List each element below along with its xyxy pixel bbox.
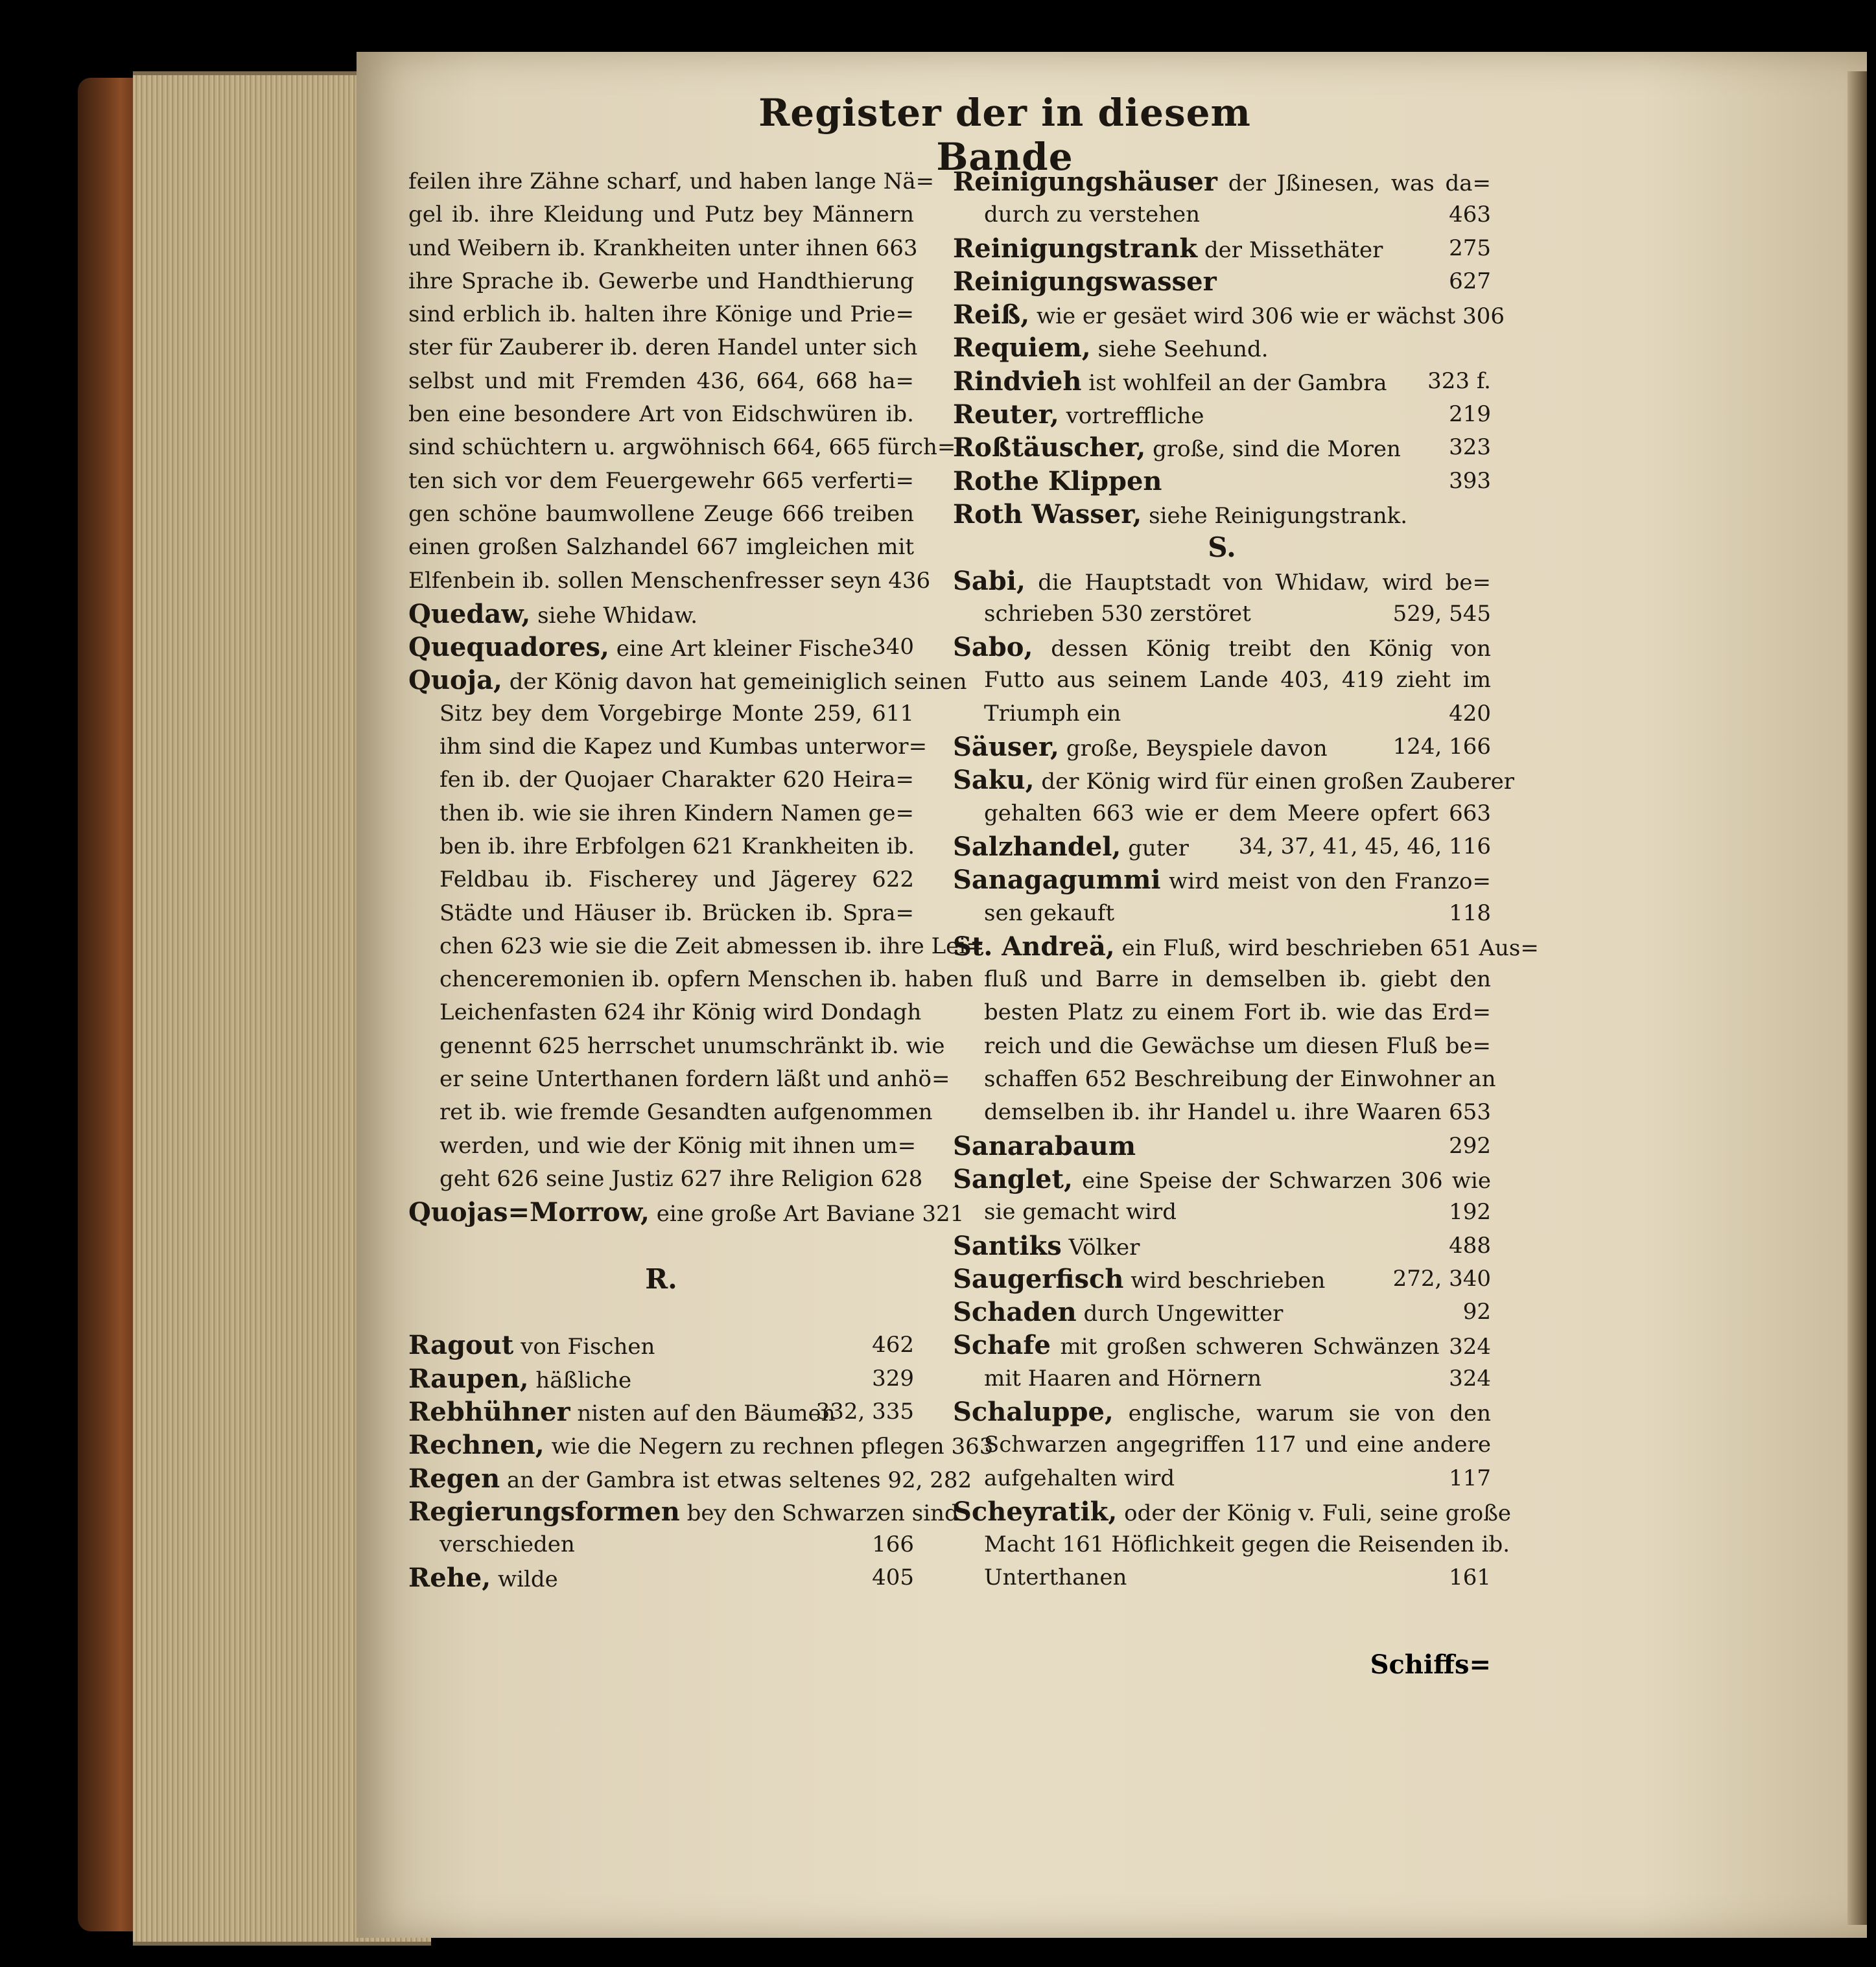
- index-line: [953, 598, 1491, 631]
- page-reference: 323: [1449, 434, 1491, 461]
- index-text: der König davon hat gemeiniglich seinen: [502, 669, 967, 695]
- index-line: [408, 631, 914, 664]
- index-keyword: Rebhühner: [408, 1396, 570, 1427]
- index-line: [953, 897, 1491, 930]
- index-text: ihre Sprache ib. Gewerbe und Handthierung: [408, 268, 914, 294]
- index-text: an der Gambra ist etwas seltenes 92, 282: [500, 1467, 972, 1493]
- page-reference: 272, 340: [1392, 1265, 1491, 1292]
- page-reference: 488: [1449, 1232, 1491, 1259]
- index-text: wilde: [491, 1566, 558, 1593]
- index-keyword: Roßtäuscher,: [953, 432, 1146, 463]
- index-line: [953, 265, 1491, 298]
- index-line: [408, 232, 918, 265]
- index-line: [953, 331, 1491, 364]
- index-text: chenceremonien ib. opfern Menschen ib. haben: [440, 966, 974, 993]
- index-text: schaffen 652 Beschreibung der Einwohner an: [984, 1066, 1496, 1093]
- index-line: [408, 1528, 914, 1561]
- index-line: [953, 465, 1491, 498]
- index-line: [953, 1428, 1491, 1461]
- page-reference: 463: [1449, 202, 1491, 228]
- index-keyword: Schafe: [953, 1330, 1051, 1361]
- index-keyword: Sabo,: [953, 632, 1033, 663]
- index-line: [953, 232, 1491, 265]
- index-keyword: Schaden: [953, 1297, 1077, 1328]
- index-line: [953, 365, 1491, 398]
- index-keyword: Raupen,: [408, 1363, 529, 1394]
- index-keyword: Sanglet,: [953, 1163, 1073, 1194]
- index-keyword: Regen: [408, 1463, 500, 1494]
- index-line: [408, 498, 914, 531]
- index-text: die Hauptstadt von Whidaw, wird be=: [1025, 569, 1491, 596]
- page-reference: 166: [872, 1531, 914, 1558]
- index-keyword: Rechnen,: [408, 1430, 545, 1461]
- catchword: Schiffs=: [1370, 1649, 1491, 1680]
- index-line: [953, 498, 1491, 531]
- index-line: [408, 1561, 914, 1594]
- index-line: [408, 797, 914, 830]
- index-line: [408, 697, 914, 730]
- index-line: [953, 930, 1539, 963]
- index-text: Macht 161 Höflichkeit gegen die Reisenden ib.: [984, 1531, 1510, 1558]
- index-text: nisten auf den Bäumen: [570, 1400, 836, 1426]
- index-keyword: Rindvieh: [953, 366, 1082, 397]
- index-keyword: Scheyratik,: [953, 1496, 1118, 1527]
- index-line: [408, 398, 914, 431]
- index-text: oder der König v. Fuli, seine große: [1117, 1500, 1512, 1526]
- index-line: [953, 996, 1491, 1029]
- index-line: [953, 165, 1491, 198]
- index-line: [408, 1495, 959, 1528]
- index-text: eine Speise der Schwarzen 306 wie: [1072, 1167, 1491, 1194]
- index-text: wie er gesäet wird 306 wie er wächst 306: [1029, 303, 1505, 330]
- index-text: Elfenbein ib. sollen Menschenfresser seyn 436: [408, 567, 931, 594]
- index-text: der Jßinesen, was da=: [1217, 170, 1491, 196]
- page-reference: 529, 545: [1392, 600, 1491, 627]
- index-line: [408, 531, 914, 564]
- page-reference: 340: [872, 634, 914, 660]
- running-header: Register der in diesem Bande: [758, 91, 1251, 179]
- index-line: [408, 1130, 917, 1163]
- index-line: [953, 1561, 1491, 1594]
- index-line: [953, 1229, 1491, 1263]
- index-text: Sitz bey dem Vorgebirge Monte 259, 611: [440, 700, 914, 727]
- index-line: [953, 1296, 1491, 1329]
- index-text: Völker: [1061, 1234, 1140, 1261]
- index-line: [408, 1030, 945, 1063]
- index-text: ist wohlfeil an der Gambra: [1081, 369, 1387, 396]
- index-line: [953, 1495, 1512, 1528]
- page-reference: 329: [872, 1365, 914, 1391]
- index-line: [953, 1063, 1496, 1096]
- index-text: durch Ungewitter: [1076, 1301, 1284, 1327]
- index-keyword: St. Andreä,: [953, 931, 1115, 962]
- index-text: aufgehalten wird: [984, 1465, 1175, 1491]
- index-keyword: Requiem,: [953, 332, 1091, 364]
- index-keyword: Reiß,: [953, 299, 1030, 331]
- index-text: durch zu verstehen: [984, 202, 1201, 228]
- page-reference: 92: [1462, 1299, 1491, 1325]
- index-text: Leichenfasten 624 ihr König wird Dondagh: [440, 999, 922, 1026]
- index-line: [408, 1063, 950, 1096]
- index-text: siehe Reinigungstrank.: [1142, 502, 1408, 529]
- index-keyword: Quedaw,: [408, 598, 531, 629]
- index-line: [408, 564, 931, 598]
- index-text: Städte und Häuser ib. Brücken ib. Spra=: [440, 900, 914, 926]
- index-line: [953, 963, 1491, 996]
- index-line: [953, 730, 1491, 763]
- index-text: gel ib. ihre Kleidung und Putz bey Männern: [408, 202, 914, 228]
- page-reference: 118: [1449, 900, 1491, 926]
- index-keyword: Quoja,: [408, 665, 502, 696]
- index-line: [408, 930, 985, 963]
- page-reference: 161: [1449, 1565, 1491, 1591]
- index-line: [953, 1030, 1491, 1063]
- page-reference: 292: [1449, 1132, 1491, 1159]
- index-line: [408, 298, 914, 331]
- index-text: schrieben 530 zerstöret: [984, 600, 1251, 627]
- index-text: sie gemacht wird: [984, 1199, 1177, 1226]
- index-line: [408, 598, 914, 631]
- index-text: guter: [1121, 835, 1189, 861]
- index-text: werden, und wie der König mit ihnen um=: [440, 1132, 917, 1159]
- index-text: Unterthanen: [984, 1565, 1127, 1591]
- index-text: genennt 625 herrschet unumschränkt ib. wie: [440, 1032, 945, 1059]
- page-reference: 323 f.: [1427, 367, 1491, 394]
- page-reference: 332, 335: [815, 1398, 914, 1425]
- index-line: [953, 830, 1491, 863]
- index-text: eine Art kleiner Fische: [609, 636, 872, 662]
- index-keyword: Saugerfisch: [953, 1263, 1124, 1294]
- page-reference: 219: [1449, 401, 1491, 428]
- index-line: [408, 897, 914, 930]
- index-text: ster für Zauberer ib. deren Handel unter sich: [408, 334, 918, 361]
- index-text: sind schüchtern u. argwöhnisch 664, 665 fürch=: [408, 434, 956, 461]
- index-line: [408, 730, 928, 763]
- index-line: [953, 1395, 1491, 1428]
- index-line: [408, 265, 914, 298]
- index-text: eine große Art Baviane 321: [649, 1201, 965, 1228]
- index-text: Feldbau ib. Fischerey und Jägerey 622: [440, 867, 914, 893]
- index-keyword: Reuter,: [953, 399, 1059, 430]
- index-text: besten Platz zu einem Fort ib. wie das Erd=: [984, 999, 1491, 1026]
- section-letter: R.: [645, 1263, 677, 1295]
- index-text: einen großen Salzhandel 667 imgleichen mit: [408, 534, 914, 561]
- index-keyword: Sanarabaum: [953, 1130, 1136, 1161]
- index-text: der König wird für einen großen Zauberer: [1034, 769, 1514, 795]
- index-text: wie die Negern zu rechnen pflegen 363: [544, 1434, 994, 1460]
- index-keyword: Quojas=Morrow,: [408, 1197, 650, 1228]
- index-keyword: Santiks: [953, 1230, 1062, 1261]
- index-text: feilen ihre Zähne scharf, und haben lange Nä=: [408, 169, 935, 194]
- page-reference: 192: [1449, 1199, 1491, 1226]
- index-text: ben eine besondere Art von Eidschwüren ib.: [408, 401, 914, 428]
- index-keyword: Regierungsformen: [408, 1496, 680, 1527]
- index-line: [408, 664, 967, 697]
- page-reference: 462: [872, 1332, 914, 1358]
- index-keyword: Schaluppe,: [953, 1396, 1114, 1427]
- page-reference: 405: [872, 1565, 914, 1591]
- index-line: [953, 564, 1491, 598]
- index-line: [408, 198, 914, 231]
- index-text: gehalten 663 wie er dem Meere opfert 663: [984, 800, 1491, 826]
- index-line: [953, 697, 1491, 730]
- index-text: Schwarzen angegriffen 117 und eine andere: [984, 1432, 1491, 1458]
- index-keyword: Quequadores,: [408, 632, 609, 663]
- index-column-right: [953, 165, 1539, 1595]
- index-line: [953, 1163, 1491, 1196]
- page-reference: 34, 37, 41, 45, 46, 116: [1238, 833, 1491, 859]
- section-letter: S.: [1208, 531, 1236, 564]
- page-reference: 275: [1449, 235, 1491, 261]
- index-keyword: Reinigungswasser: [953, 266, 1217, 297]
- index-text: mit Haaren and Hörnern: [984, 1365, 1262, 1391]
- index-keyword: Rothe Klippen: [953, 465, 1162, 496]
- index-line: [408, 1428, 994, 1461]
- index-text: ten sich vor dem Feuergewehr 665 verferti=: [408, 467, 914, 494]
- index-keyword: Saku,: [953, 765, 1035, 796]
- index-line: [408, 431, 956, 464]
- index-line: [953, 1196, 1491, 1229]
- index-keyword: Sanagagummi: [953, 865, 1161, 896]
- index-text: vortreffliche: [1059, 403, 1204, 430]
- index-text: große, Beyspiele davon: [1059, 736, 1328, 762]
- index-line: [408, 863, 914, 896]
- index-text: siehe Seehund.: [1090, 336, 1269, 363]
- index-line: [953, 198, 1491, 231]
- index-text: ret ib. wie fremde Gesandten aufgenommen: [440, 1099, 933, 1126]
- index-text: reich und die Gewächse um diesen Fluß be=: [984, 1032, 1491, 1059]
- index-line: [408, 365, 914, 398]
- index-keyword: Ragout: [408, 1330, 514, 1361]
- index-line: [408, 1163, 923, 1196]
- index-keyword: Rehe,: [408, 1563, 491, 1594]
- index-line: [408, 1329, 914, 1362]
- index-text: ben ib. ihre Erbfolgen 621 Krankheiten ib.: [440, 833, 915, 859]
- index-line: [953, 398, 1491, 431]
- index-line: [953, 1263, 1491, 1296]
- index-line: [953, 1528, 1510, 1561]
- page-reference: 324: [1449, 1365, 1491, 1391]
- index-keyword: Reinigungstrank: [953, 233, 1198, 264]
- index-line: [408, 1362, 914, 1395]
- index-line: [953, 1096, 1491, 1129]
- page-reference: 117: [1449, 1465, 1491, 1491]
- index-text: und Weibern ib. Krankheiten unter ihnen 663: [408, 235, 918, 261]
- index-line: [953, 1462, 1491, 1495]
- index-line: [408, 1462, 972, 1495]
- index-line: [953, 1130, 1491, 1163]
- index-text: Triumph ein: [984, 700, 1121, 727]
- index-text: sen gekauft: [984, 900, 1115, 926]
- page-reference: 393: [1449, 467, 1491, 494]
- index-keyword: Säuser,: [953, 732, 1059, 763]
- index-text: häßliche: [528, 1367, 632, 1393]
- index-line: [408, 331, 918, 364]
- index-line: [953, 863, 1491, 896]
- index-line: [408, 830, 914, 863]
- index-text: der Missethäter: [1197, 237, 1383, 263]
- index-text: ein Fluß, wird beschrieben 651 Aus=: [1114, 935, 1539, 961]
- index-text: demselben ib. ihr Handel u. ihre Waaren 653: [984, 1099, 1491, 1126]
- index-text: dessen König treibt den König von: [1033, 636, 1491, 662]
- index-text: große, sind die Moren: [1145, 436, 1401, 463]
- index-line: [408, 1296, 914, 1329]
- index-text: ihm sind die Kapez und Kumbas unterwor=: [440, 734, 928, 760]
- index-keyword: Sabi,: [953, 565, 1026, 596]
- index-line: [953, 298, 1505, 331]
- index-line: [953, 631, 1491, 664]
- index-line: [953, 431, 1491, 464]
- index-text: englische, warum sie von den: [1113, 1400, 1491, 1426]
- index-line: [408, 963, 974, 996]
- index-text: Futto aus seinem Lande 403, 419 zieht im: [984, 667, 1491, 693]
- index-keyword: Roth Wasser,: [953, 498, 1142, 530]
- page-reference: 627: [1449, 268, 1491, 294]
- index-keyword: Reinigungshäuser: [953, 167, 1217, 197]
- index-text: verschieden: [440, 1531, 575, 1558]
- page-reference: 420: [1449, 700, 1491, 727]
- index-text: wird meist von den Franzo=: [1160, 868, 1491, 895]
- index-line: [408, 996, 922, 1029]
- index-line: [953, 664, 1491, 697]
- index-line: [408, 165, 935, 198]
- index-line: [408, 1196, 965, 1229]
- index-text: fluß und Barre in demselben ib. giebt den: [984, 966, 1491, 993]
- index-text: von Fischen: [513, 1334, 655, 1360]
- index-text: sind erblich ib. halten ihre Könige und Prie=: [408, 301, 914, 328]
- index-keyword: Salzhandel,: [953, 831, 1121, 862]
- index-text: siehe Whidaw.: [530, 602, 698, 629]
- index-text: then ib. wie sie ihren Kindern Namen ge=: [440, 800, 914, 826]
- index-text: geht 626 seine Justiz 627 ihre Religion 628: [440, 1165, 923, 1192]
- index-line: [408, 1096, 933, 1129]
- index-line: [953, 797, 1491, 830]
- index-text: chen 623 wie sie die Zeit abmessen ib. ihre Lei=: [440, 933, 985, 959]
- index-text: bey den Schwarzen sind: [679, 1500, 959, 1526]
- index-text: wird beschrieben: [1123, 1267, 1326, 1294]
- index-text: selbst und mit Fremden 436, 664, 668 ha=: [408, 367, 914, 394]
- index-line: [953, 763, 1514, 797]
- index-text: fen ib. der Quojaer Charakter 620 Heira=: [440, 767, 914, 793]
- index-text: mit großen schweren Schwänzen 324: [1050, 1334, 1491, 1360]
- index-line: [953, 1329, 1491, 1362]
- page-reference: 124, 166: [1392, 734, 1491, 760]
- index-text: gen schöne baumwollene Zeuge 666 treiben: [408, 500, 914, 527]
- index-line: [408, 1395, 914, 1428]
- index-line: [408, 465, 914, 498]
- index-line: [408, 763, 914, 797]
- index-text: er seine Unterthanen fordern läßt und anhö=: [440, 1066, 950, 1093]
- index-line: [408, 1229, 914, 1263]
- right-page-edge: [1847, 71, 1867, 1925]
- index-line: [953, 1362, 1491, 1395]
